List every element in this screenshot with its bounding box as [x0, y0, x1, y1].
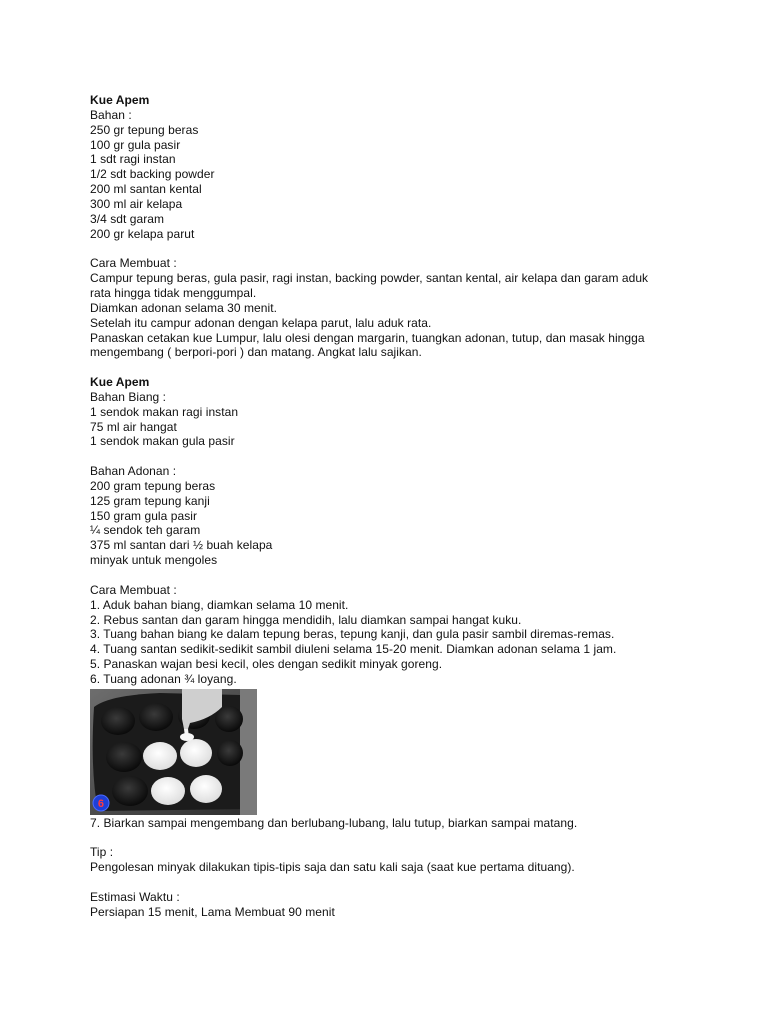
ingredient-line: 300 ml air kelapa	[90, 196, 183, 211]
ingredient-line: 200 gr kelapa parut	[90, 226, 195, 241]
step-line: 6. Tuang adonan ¾ loyang.	[90, 671, 237, 686]
step-line: 5. Panaskan wajan besi kecil, oles dengan sedikit minyak goreng.	[90, 657, 443, 672]
step-line: 4. Tuang santan sedikit-sedikit sambil diuleni selama 15-20 menit. Diamkan adonan selama 1 jam.	[90, 642, 617, 657]
ingredient-line: 250 gr tepung beras	[90, 122, 199, 137]
spacer	[90, 568, 690, 583]
step-number-badge-label: 6	[97, 797, 105, 810]
ingredient-line: 75 ml air hangat	[90, 419, 177, 434]
ingredient-line: 375 ml santan dari ½ buah kelapa	[90, 538, 273, 553]
ingredient-line: 3/4 sdt garam	[90, 211, 165, 226]
spacer	[90, 449, 690, 464]
ingredient-line: 1 sendok makan gula pasir	[90, 434, 235, 449]
recipe-title: Kue Apem	[90, 375, 150, 390]
ingredient-line: minyak untuk mengoles	[90, 553, 218, 568]
instruction-line: mengembang ( berpori-pori ) dan matang. Angkat lalu sajikan.	[90, 345, 422, 360]
tip-text: Pengolesan minyak dilakukan tipis-tipis saja dan satu kali saja (saat kue pertama dituang).	[90, 860, 575, 875]
section-label-bahan: Bahan :	[90, 107, 132, 122]
instruction-line: Setelah itu campur adonan dengan kelapa parut, lalu aduk rata.	[90, 315, 432, 330]
ingredient-line: 200 ml santan kental	[90, 182, 202, 197]
instruction-line: Panaskan cetakan kue Lumpur, lalu olesi dengan margarin, tuangkan adonan, tutup, dan masak hingga	[90, 330, 645, 345]
spacer	[90, 875, 690, 890]
step-line: 1. Aduk bahan biang, diamkan selama 10 menit.	[90, 597, 349, 612]
ingredient-line: 1/2 sdt backing powder	[90, 167, 215, 182]
section-label-cara: Cara Membuat :	[90, 256, 177, 271]
recipe-document	[90, 93, 690, 920]
spacer	[90, 360, 690, 375]
instruction-line: Diamkan adonan selama 30 menit.	[90, 300, 277, 315]
step-line: 7. Biarkan sampai mengembang dan berlubang-lubang, lalu tutup, biarkan sampai matang.	[90, 815, 578, 830]
instruction-line: rata hingga tidak menggumpal.	[90, 285, 257, 300]
tip-label: Tip :	[90, 845, 114, 860]
ingredient-line: 200 gram tepung beras	[90, 478, 216, 493]
recipe-title: Kue Apem	[90, 93, 150, 107]
ingredient-line: 150 gram gula pasir	[90, 508, 198, 523]
instruction-line: Campur tepung beras, gula pasir, ragi instan, backing powder, santan kental, air kelapa dan garam aduk	[90, 271, 649, 286]
spacer	[90, 241, 690, 256]
apem-pan-photo	[90, 689, 257, 815]
spacer	[90, 831, 690, 846]
step-line: 3. Tuang bahan biang ke dalam tepung beras, tepung kanji, dan gula pasir sambil diremas-remas.	[90, 627, 615, 642]
step-line: 2. Rebus santan dan garam hingga mendidih, lalu diamkan sampai hangat kuku.	[90, 612, 522, 627]
section-label-cara: Cara Membuat :	[90, 582, 177, 597]
section-label-bahan-adonan: Bahan Adonan :	[90, 464, 177, 479]
ingredient-line: 125 gram tepung kanji	[90, 493, 210, 508]
estimate-label: Estimasi Waktu :	[90, 889, 180, 904]
estimate-text: Persiapan 15 menit, Lama Membuat 90 menit	[90, 904, 335, 919]
ingredient-line: 1 sendok makan ragi instan	[90, 404, 239, 419]
section-label-bahan-biang: Bahan Biang :	[90, 389, 167, 404]
ingredient-line: 100 gr gula pasir	[90, 137, 181, 152]
ingredient-line: 1 sdt ragi instan	[90, 152, 176, 167]
ingredient-line: ¼ sendok teh garam	[90, 523, 201, 538]
